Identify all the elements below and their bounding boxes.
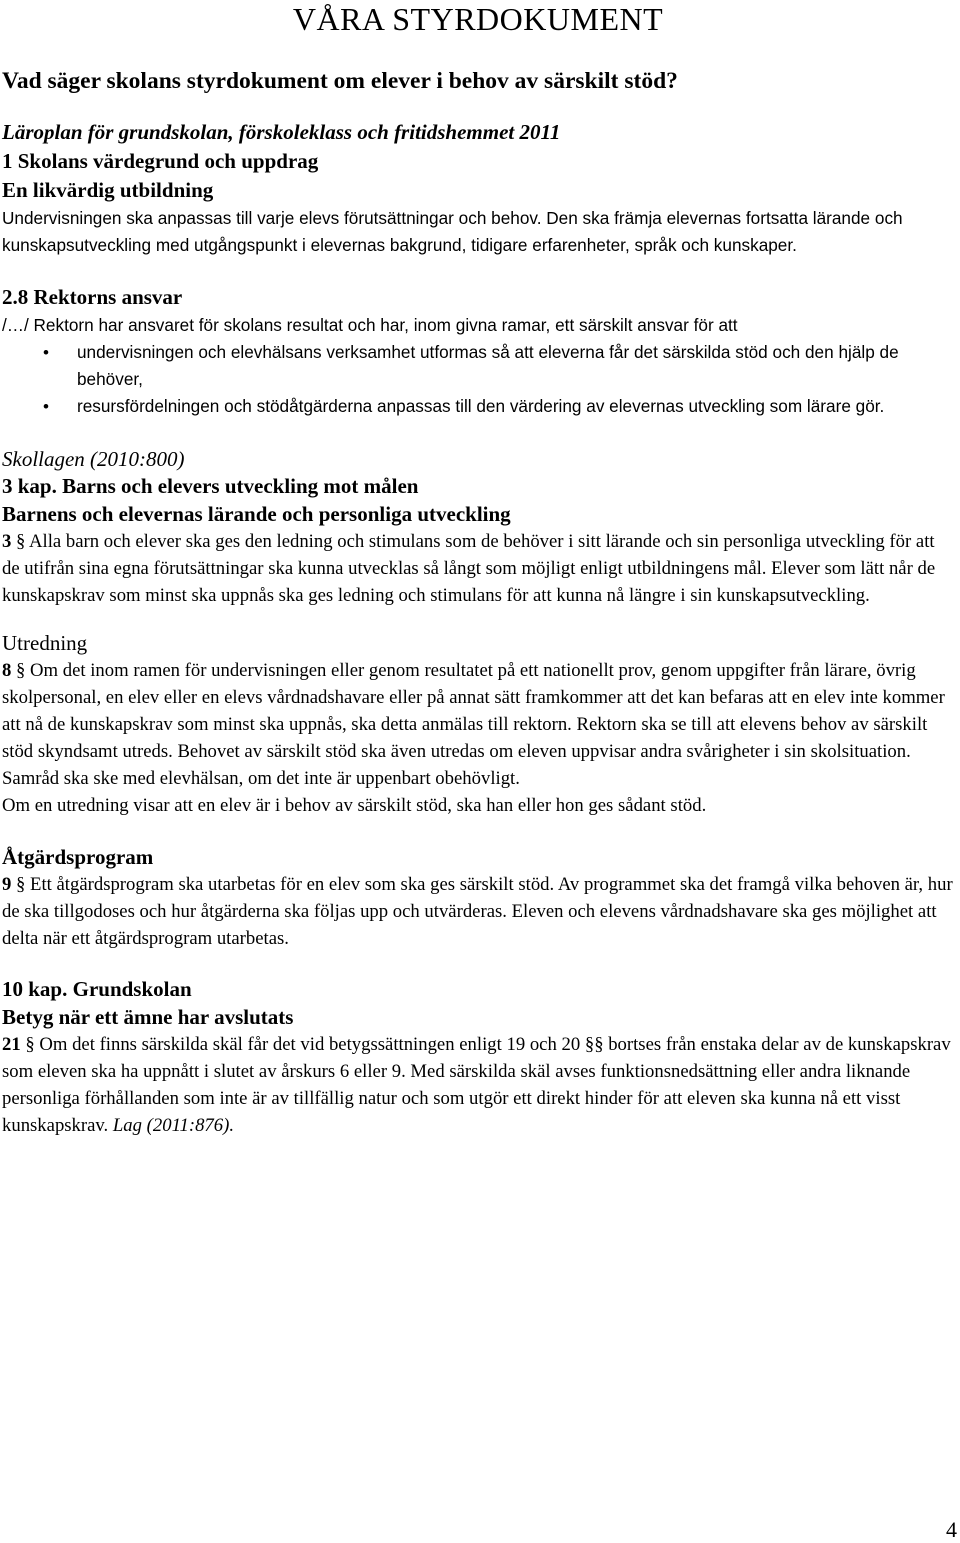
paragraph-number: 3 (2, 531, 12, 552)
paragraph-number: 9 (2, 874, 12, 895)
list-item (2, 339, 954, 393)
page-title: VÅRA STYRDOKUMENT (292, 1, 664, 37)
document-question: Vad säger skolans styrdokument om elever i behov av särskilt stöd? (2, 68, 678, 94)
utredning-heading: Utredning (2, 631, 88, 655)
chapter3-heading (2, 473, 954, 500)
page-number: 4 (946, 1517, 957, 1542)
paragraph-text: Ett åtgärdsprogram ska utarbetas för en elev som ska ges särskilt stöd. Av programmet ska det framgå vilka behoven är, hur de ska tillgodoses och hur åtgärderna ska följas upp och utvärderas. Eleven och elevens vårdnadshavare ska ges möjlighet att delta när ett åtgärdsprogram utarbetas. (2, 874, 953, 949)
chapter3-paragraph (2, 528, 954, 609)
paragraph-sign: § (16, 660, 26, 681)
rektor-heading: 2.8 Rektorns ansvar (2, 285, 183, 309)
skollagen-section (2, 446, 954, 1139)
chapter10-subheading: Betyg när ett ämne har avslutats (2, 1005, 294, 1029)
paragraph-text: Alla barn och elever ska ges den ledning och stimulans som de behöver i sitt lärande och sin personliga utveckling för att de utifrån sina egna förutsättningar ska kunna utvecklas så långt som möjligt enligt utbildningens mål. Elever som lätt når de kunskapskrav som minst ska uppnås ska ges ledning och stimulans för att kunna nå längre i sin kunskapsutveckling. (2, 531, 936, 606)
paragraph-sign-double: §§ (584, 1034, 604, 1055)
paragraph-number: 21 (2, 1034, 21, 1055)
paragraph-sign: § (16, 531, 26, 552)
chapter10-heading (2, 976, 954, 1003)
bullet-icon: • (43, 343, 49, 362)
chapter3-kap: 3 kap. (2, 474, 57, 498)
document-page (2, 0, 954, 1139)
lgr-chapter: 1 Skolans värdegrund och uppdrag (2, 149, 319, 173)
rektor-intro: /…/ Rektorn har ansvaret för skolans resultat och har, inom givna ramar, ett särskilt ansvar för att (2, 315, 738, 335)
lgr-title: Läroplan för grundskolan, förskoleklass och fritidshemmet 2011 (2, 120, 561, 144)
bullet-icon: • (43, 397, 49, 416)
list-item (2, 393, 954, 420)
chapter10-title: Grundskolan (72, 977, 192, 1001)
atgardsprogram-heading: Åtgärdsprogram (2, 845, 154, 869)
paragraph-text-a: Om det finns särskilda skäl får det vid betygssättningen enligt 19 och 20 (39, 1034, 581, 1055)
paragraph-sign: § (25, 1034, 35, 1055)
chapter3-subheading: Barnens och elevernas lärande och personliga utveckling (2, 502, 511, 526)
rektor-bullet-list (2, 339, 954, 420)
lgr-section-heading: En likvärdig utbildning (2, 178, 214, 202)
chapter10-paragraph (2, 1031, 954, 1139)
utredning-paragraph (2, 657, 954, 792)
paragraph-sign: § (16, 874, 26, 895)
lgr-section (2, 118, 954, 420)
atgardsprogram-paragraph (2, 871, 954, 952)
bullet-text: undervisningen och elevhälsans verksamhet utformas så att eleverna får det särskilda stöd och den hjälp de behöver, (77, 342, 899, 389)
chapter3-title: Barns och elevers utveckling mot målen (62, 474, 419, 498)
paragraph-text-b: bortses från enstaka delar av de kunskapskrav som eleven ska ha uppnått i slutet av årskurs 6 eller 9. Med särskilda skäl avses funktionsnedsättning eller andra liknande personliga förhållanden som inte är av tillfällig natur och som utgör ett direkt hinder för att eleven ska kunna nå ett visst kunskapskrav. (2, 1034, 951, 1136)
lgr-body: Undervisningen ska anpassas till varje elevs förutsättningar och behov. Den ska främja elevernas fortsatta lärande och kunskapsutveckling med utgångspunkt i elevernas bakgrund, tidigare erfarenheter, språk och kunskaper. (2, 208, 903, 255)
skollagen-title: Skollagen (2010:800) (2, 447, 185, 471)
paragraph-number: 8 (2, 660, 12, 681)
law-reference: Lag (2011:876). (112, 1115, 235, 1136)
paragraph-text: Om det inom ramen för undervisningen eller genom resultatet på ett nationellt prov, genom uppgifter från lärare, övrig skolpersonal, en elev eller en elevs vårdnadshavare eller på annat sätt framkommer att det kan befaras att en elev inte kommer att nå de kunskapskrav som minst ska uppnås, ska detta anmälas till rektorn. Rektorn ska se till att elevens behov av särskilt stöd skyndsamt utreds. Behovet av särskilt stöd ska även utredas om eleven uppvisar andra svårigheter i sin skolsituation. Samråd ska ske med elevhälsan, om det inte är uppenbart obehövligt. (2, 660, 945, 789)
bullet-text: resursfördelningen och stödåtgärderna anpassas till den värdering av elevernas utveckling som lärare gör. (77, 396, 885, 416)
utredning-paragraph-2: Om en utredning visar att en elev är i behov av särskilt stöd, ska han eller hon ges sådant stöd. (2, 795, 707, 816)
chapter10-kap: 10 kap. (2, 977, 68, 1001)
